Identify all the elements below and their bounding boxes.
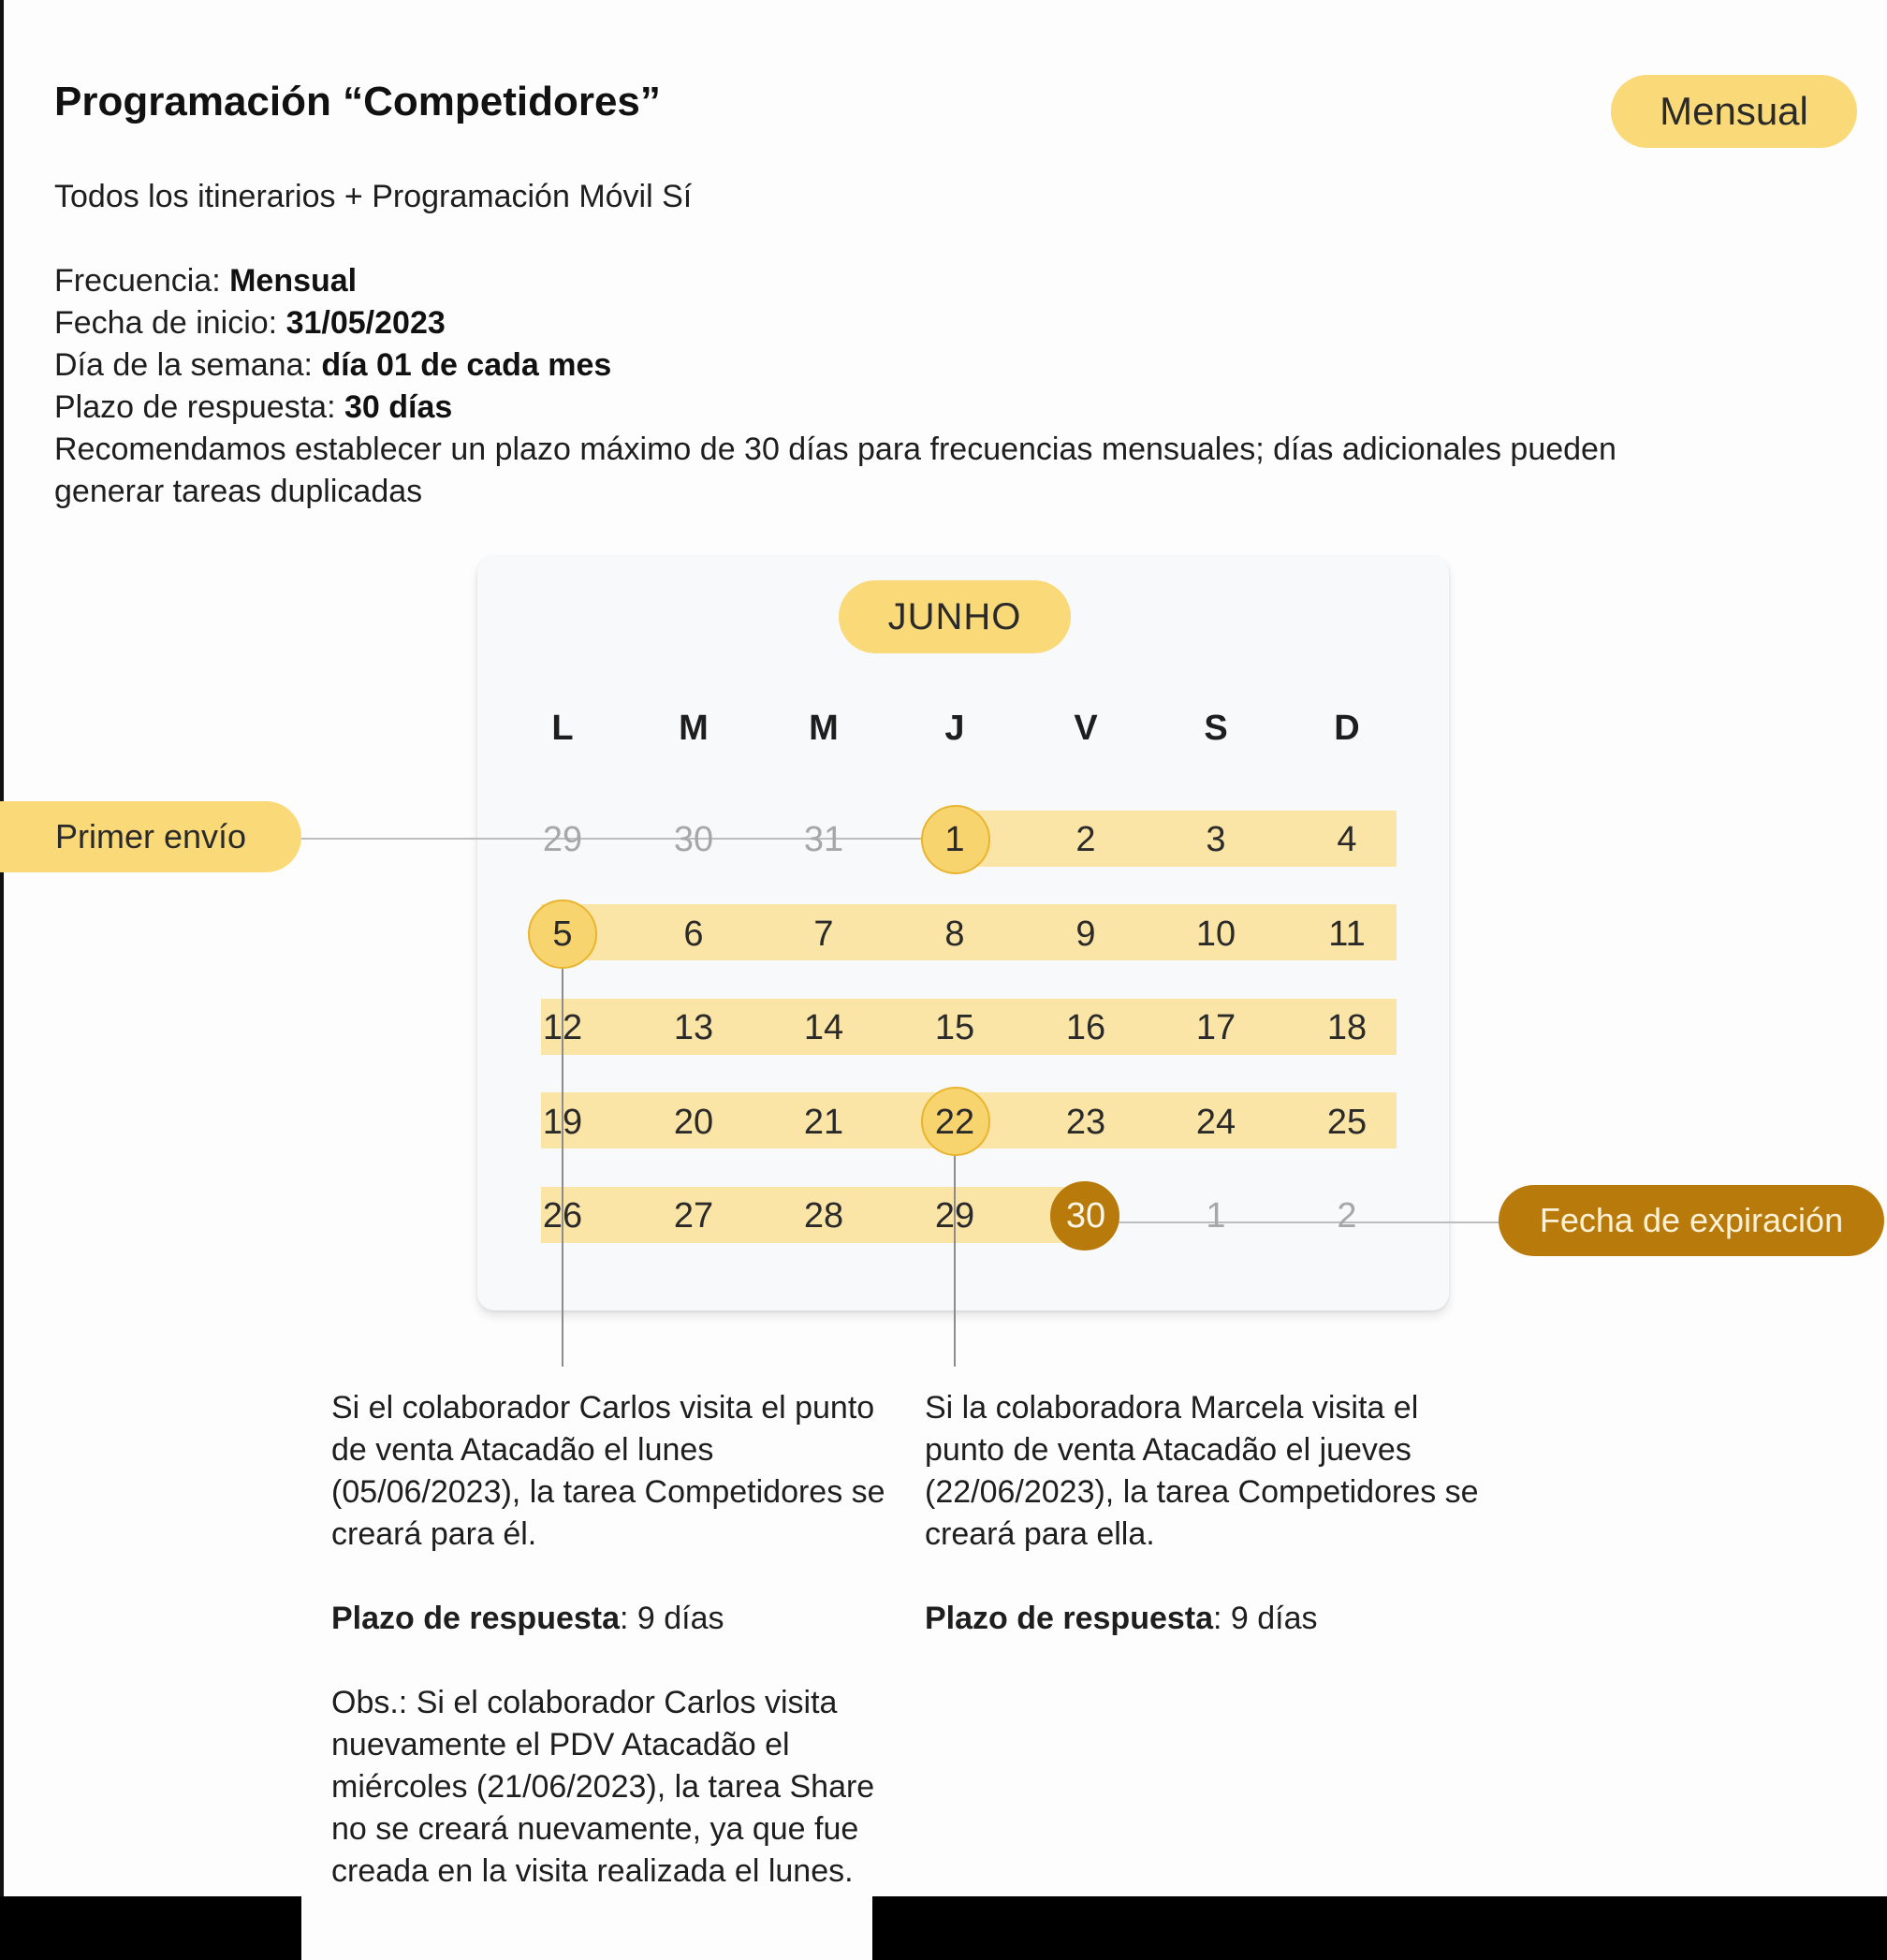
weekday-value: día 01 de cada mes: [321, 347, 612, 383]
marcela-deadline: [925, 1598, 1505, 1640]
calendar-day: 4: [1337, 820, 1357, 859]
carlos-observation: Obs.: Si el colaborador Carlos visita nuevamente el PDV Atacadão el miércoles (21/06/2023), la tarea Share no se creará nuevamente, ya que fue creada en la visita realizada el lunes.: [331, 1685, 875, 1889]
frequency-label: Frecuencia:: [54, 263, 221, 299]
deadline-row: [54, 387, 1627, 429]
calendar-day: 2: [1075, 820, 1096, 859]
calendar-day: 20: [673, 1103, 714, 1142]
weekday-label: Día de la semana:: [54, 347, 313, 383]
schedule-details: [54, 260, 1627, 513]
month-label: JUNHO: [839, 580, 1071, 653]
calendar-day: 6: [683, 914, 704, 954]
calendar-day: 15: [934, 1008, 975, 1047]
calendar-day: 5: [552, 914, 573, 954]
recommendation-note: Recomendamos establecer un plazo máximo de 30 días para frecuencias mensuales; días adicionales pueden generar tareas duplicadas: [54, 431, 1616, 509]
deadline-label: Plazo de respuesta:: [54, 389, 336, 425]
calendar-day-previous-month: 31: [803, 820, 844, 859]
calendar-day: 3: [1206, 820, 1226, 859]
deadline-value: 30 días: [344, 389, 453, 425]
calendar-day-previous-month: 30: [673, 820, 714, 859]
calendar-day: 10: [1195, 914, 1236, 954]
calendar-day: 24: [1195, 1103, 1236, 1142]
carlos-deadline-label: Plazo de respuesta: [331, 1601, 621, 1636]
calendar-day: 7: [813, 914, 834, 954]
marcela-annotation: [925, 1387, 1505, 1640]
marcela-deadline-label: Plazo de respuesta: [925, 1601, 1214, 1636]
calendar-day: 25: [1326, 1103, 1368, 1142]
marcela-annotation-connector: [954, 1155, 956, 1367]
frequency-row: [54, 260, 1627, 302]
calendar-day: 13: [673, 1008, 714, 1047]
frequency-value: Mensual: [229, 263, 358, 299]
calendar-day: 26: [542, 1196, 583, 1236]
calendar-day: 12: [542, 1008, 583, 1047]
page-title: Programación “Competidores”: [54, 79, 661, 124]
calendar-day: 27: [673, 1196, 714, 1236]
page-background-tail: [301, 1891, 872, 1960]
expiration-callout: Fecha de expiración: [1499, 1185, 1884, 1256]
calendar-day: 1: [944, 820, 965, 859]
frequency-badge: Mensual: [1611, 75, 1857, 148]
calendar-day: 21: [803, 1103, 844, 1142]
calendar-day: 14: [803, 1008, 844, 1047]
carlos-annotation: [331, 1387, 893, 1893]
weekday-header: S: [1204, 709, 1228, 748]
calendar-day: 8: [944, 914, 965, 954]
marcela-deadline-value: : 9 días: [1213, 1601, 1318, 1636]
marcela-annotation-body: Si la colaboradora Marcela visita el punto de venta Atacadão el jueves (22/06/2023), la tarea Competidores se creará para ella.: [925, 1390, 1479, 1552]
weekday-header: D: [1334, 709, 1360, 748]
start-date-label: Fecha de inicio:: [54, 305, 278, 341]
calendar-day: 23: [1065, 1103, 1106, 1142]
weekday-header: M: [679, 709, 709, 748]
start-date-row: [54, 302, 1627, 344]
calendar-day: 11: [1328, 914, 1366, 954]
calendar-day: 22: [934, 1103, 975, 1142]
calendar-day-expiration: 30: [1065, 1196, 1106, 1236]
calendar-day: 16: [1065, 1008, 1106, 1047]
weekday-row: [54, 344, 1627, 387]
first-send-callout: Primer envío: [0, 801, 301, 872]
calendar-day: 19: [542, 1103, 583, 1142]
weekday-header: J: [944, 709, 965, 748]
weekday-header: M: [809, 709, 839, 748]
calendar-day: 18: [1326, 1008, 1368, 1047]
calendar-day: 29: [934, 1196, 975, 1236]
calendar-day-previous-month: 29: [542, 820, 583, 859]
weekday-header: V: [1074, 709, 1098, 748]
calendar-day: 17: [1195, 1008, 1236, 1047]
calendar-day: 28: [803, 1196, 844, 1236]
carlos-annotation-body: Si el colaborador Carlos visita el punto de venta Atacadão el lunes (05/06/2023), la tarea Competidores se creará para él.: [331, 1390, 885, 1552]
calendar-day: 9: [1075, 914, 1096, 954]
calendar-day-next-month: 2: [1337, 1196, 1357, 1236]
carlos-deadline-value: : 9 días: [620, 1601, 724, 1636]
weekday-header: L: [551, 709, 574, 748]
carlos-deadline: [331, 1598, 893, 1640]
subtitle: Todos los itinerarios + Programación Móvil Sí: [54, 179, 693, 214]
calendar-day-next-month: 1: [1206, 1196, 1226, 1236]
start-date-value: 31/05/2023: [285, 305, 446, 341]
